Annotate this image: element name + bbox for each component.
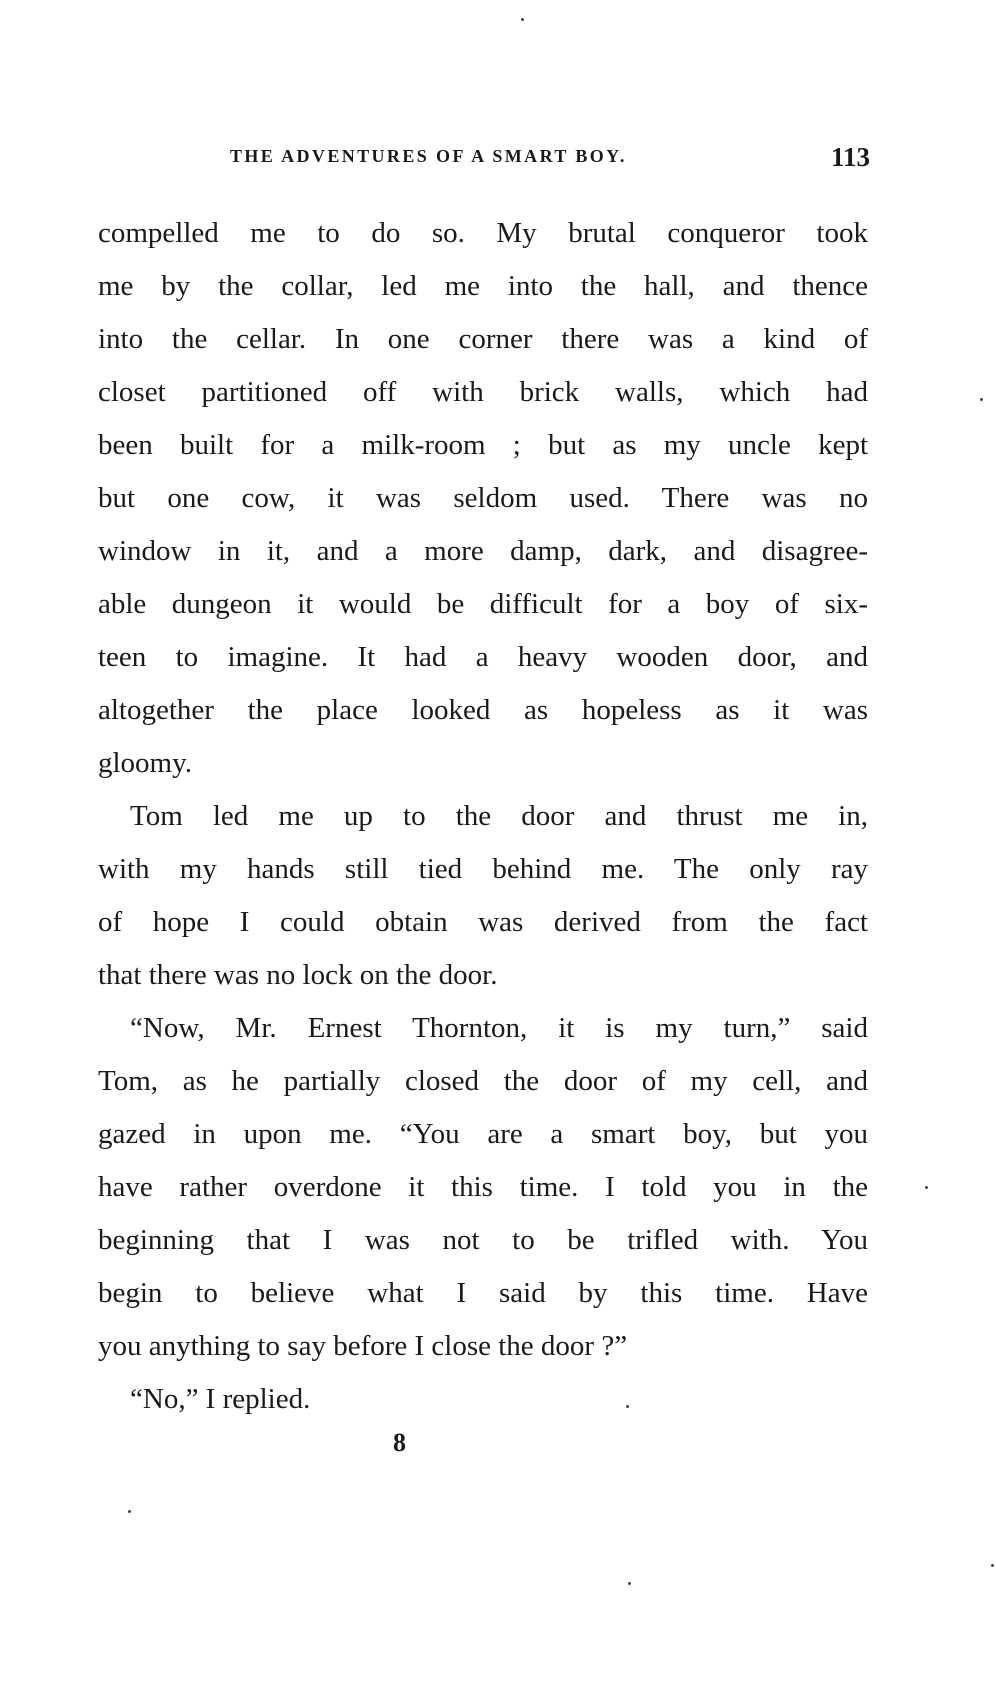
print-speck	[628, 1582, 631, 1585]
print-speck	[925, 1186, 928, 1189]
text-line: Tom, as he partially closed the door of my cell, and	[98, 1065, 868, 1097]
print-speck	[626, 1405, 629, 1408]
text-line: Tom led me up to the door and thrust me in,	[130, 800, 868, 832]
text-line: but one cow, it was seldom used. There was no	[98, 482, 868, 514]
text-line: closet partitioned off with brick walls, which had	[98, 376, 868, 408]
text-line: with my hands still tied behind me. The only ray	[98, 853, 868, 885]
signature-mark: 8	[393, 1428, 406, 1457]
running-head	[230, 142, 870, 172]
text-line: gazed in upon me. “You are a smart boy, but you	[98, 1118, 868, 1150]
text-line: “No,” I replied.	[130, 1383, 311, 1415]
page-number: 113	[830, 142, 870, 172]
print-speck	[991, 1564, 994, 1567]
print-speck	[980, 398, 983, 401]
text-line: me by the collar, led me into the hall, and thence	[98, 270, 868, 302]
text-line: window in it, and a more damp, dark, and disagree-	[98, 535, 868, 567]
text-line: beginning that I was not to be trifled with. You	[98, 1224, 868, 1256]
text-line: been built for a milk-room ; but as my uncle kept	[98, 429, 868, 461]
print-speck	[521, 18, 524, 21]
text-line: begin to believe what I said by this time. Have	[98, 1277, 868, 1309]
text-line: of hope I could obtain was derived from the fact	[98, 906, 868, 938]
text-line: you anything to say before I close the door ?”	[98, 1330, 628, 1362]
body-text	[98, 207, 868, 1426]
text-line: able dungeon it would be difficult for a boy of six-	[98, 588, 868, 620]
text-line: compelled me to do so. My brutal conqueror took	[98, 217, 868, 249]
text-line: gloomy.	[98, 747, 192, 779]
text-line: “Now, Mr. Ernest Thornton, it is my turn,” said	[130, 1012, 868, 1044]
print-speck	[128, 1510, 131, 1513]
running-title: THE ADVENTURES OF A SMART BOY.	[230, 146, 627, 166]
text-line: teen to imagine. It had a heavy wooden door, and	[98, 641, 868, 673]
text-line: into the cellar. In one corner there was a kind of	[98, 323, 868, 355]
text-line: that there was no lock on the door.	[98, 959, 498, 991]
text-line: altogether the place looked as hopeless as it was	[98, 694, 868, 726]
text-line: have rather overdone it this time. I told you in the	[98, 1171, 868, 1203]
